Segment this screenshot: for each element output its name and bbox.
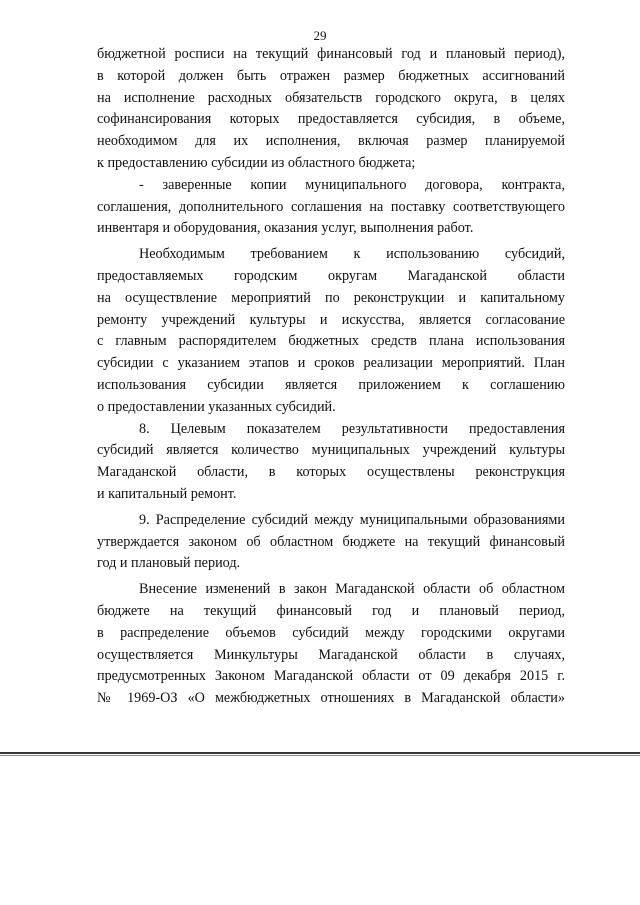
text-line: на осуществление мероприятий по реконструкции и капитальному: [97, 289, 565, 306]
text-line: субсидий является количество муниципальных учреждений культуры: [97, 442, 565, 459]
horizontal-rule: [0, 752, 640, 754]
text-line: с главным распорядителем бюджетных средств плана использования: [97, 333, 565, 350]
text-line: на исполнение расходных обязательств городского округа, в целях: [97, 89, 565, 106]
text-line: к предоставлению субсидии из областного бюджета;: [97, 154, 416, 171]
text-line: в которой должен быть отражен размер бюджетных ассигнований: [97, 67, 565, 84]
text-line: о предоставлении указанных субсидий.: [97, 398, 336, 415]
text-line: бюджете на текущий финансовый год и плановый период,: [97, 602, 565, 619]
text-line: осуществляется Минкультуры Магаданской области в случаях,: [97, 646, 565, 663]
text-line: предоставляемых городским округам Магаданской области: [97, 267, 565, 284]
text-line: утверждается законом об областном бюджете на текущий финансовый: [97, 533, 565, 550]
text-line: 8. Целевым показателем результативности предоставления: [139, 420, 565, 437]
horizontal-rule-shadow: [0, 755, 640, 756]
text-line: год и плановый период.: [97, 555, 241, 572]
text-line: - заверенные копии муниципального договора, контракта,: [139, 176, 565, 193]
text-line: и капитальный ремонт.: [97, 485, 237, 502]
text-line: инвентаря и оборудования, оказания услуг, выполнения работ.: [97, 220, 474, 237]
text-line: бюджетной росписи на текущий финансовый год и плановый период),: [97, 46, 565, 62]
text-line: Необходимым требованием к использованию субсидий,: [139, 246, 565, 263]
text-line: использования субсидии является приложением к соглашению: [97, 376, 565, 393]
text-line: Внесение изменений в закон Магаданской области об областном: [139, 581, 565, 598]
text-line: ремонту учреждений культуры и искусства, является согласование: [97, 311, 565, 328]
text-line: софинансирования которых предоставляется субсидия, в объеме,: [97, 111, 565, 128]
text-line: предусмотренных Законом Магаданской области от 09 декабря 2015 г.: [97, 668, 565, 685]
text-line: Магаданской области, в которых осуществлены реконструкция: [97, 464, 565, 481]
text-line: необходимом для их исполнения, включая размер планируемой: [97, 133, 565, 150]
text-line: 9. Распределение субсидий между муниципальными образованиями: [139, 511, 565, 528]
text-line: № 1969-ОЗ «О межбюджетных отношениях в Магаданской области»: [97, 690, 565, 707]
page-number: 29: [313, 28, 327, 43]
text-line: субсидии с указанием этапов и сроков реализации мероприятий. План: [97, 355, 565, 372]
text-line: в распределение объемов субсидий между городскими округами: [97, 624, 565, 641]
document-body: [97, 44, 565, 710]
text-line: соглашения, дополнительного соглашения на поставку соответствующего: [97, 198, 565, 215]
